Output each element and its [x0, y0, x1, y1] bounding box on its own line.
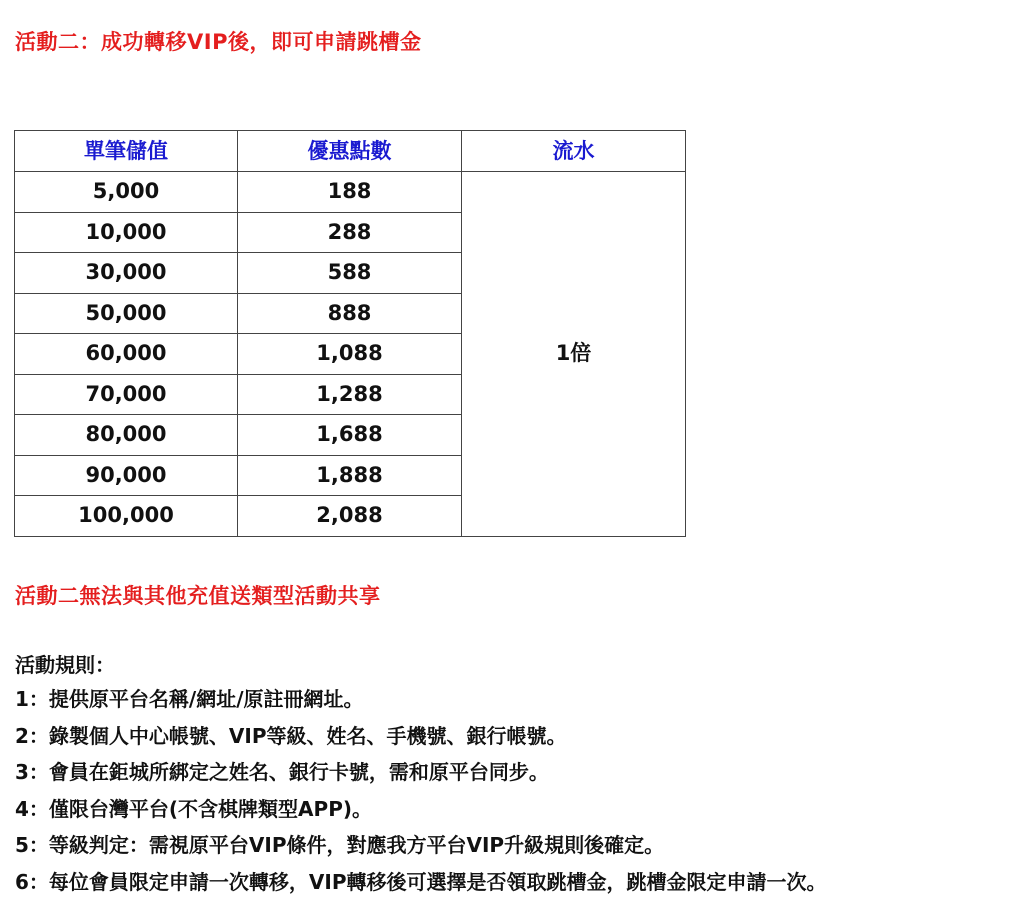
deposit-cell: 5,000 [15, 172, 238, 213]
deposit-cell: 90,000 [15, 455, 238, 496]
deposit-cell: 30,000 [15, 253, 238, 294]
rule-item: 5：等級判定：需視原平台VIP條件，對應我方平台VIP升級規則後確定。 [15, 833, 665, 857]
points-cell: 188 [238, 172, 462, 213]
deposit-cell: 100,000 [15, 496, 238, 537]
table-row [15, 172, 686, 213]
deposit-cell: 70,000 [15, 374, 238, 415]
activity-title: 活動二：成功轉移VIP後，即可申請跳槽金 [15, 30, 422, 54]
rule-item: 3：會員在鉅城所綁定之姓名、銀行卡號，需和原平台同步。 [15, 760, 549, 784]
deposit-cell: 80,000 [15, 415, 238, 456]
header-points: 優惠點數 [238, 131, 462, 172]
exclusion-note: 活動二無法與其他充值送類型活動共享 [15, 584, 381, 608]
rules-section [15, 652, 827, 905]
rule-item: 1：提供原平台名稱/網址/原註冊網址。 [15, 687, 364, 711]
deposit-cell: 60,000 [15, 334, 238, 375]
header-turnover: 流水 [462, 131, 686, 172]
rule-item: 4：僅限台灣平台(不含棋牌類型APP)。 [15, 796, 372, 821]
rule-item: 2：錄製個人中心帳號、VIP等級、姓名、手機號、銀行帳號。 [15, 723, 567, 748]
points-cell: 288 [238, 212, 462, 253]
rule-item: 6：每位會員限定申請一次轉移，VIP轉移後可選擇是否領取跳槽金，跳槽金限定申請一次。 [15, 869, 827, 894]
points-cell: 1,688 [238, 415, 462, 456]
deposit-cell: 10,000 [15, 212, 238, 253]
points-cell: 1,888 [238, 455, 462, 496]
header-deposit: 單筆儲值 [15, 131, 238, 172]
rules-heading: 活動規則： [15, 653, 115, 677]
points-cell: 1,288 [238, 374, 462, 415]
points-cell: 2,088 [238, 496, 462, 537]
deposit-cell: 50,000 [15, 293, 238, 334]
points-cell: 1,088 [238, 334, 462, 375]
promo-table [14, 130, 686, 537]
turnover-cell: 1倍 [462, 172, 686, 537]
points-cell: 588 [238, 253, 462, 294]
table-header-row [15, 131, 686, 172]
points-cell: 888 [238, 293, 462, 334]
